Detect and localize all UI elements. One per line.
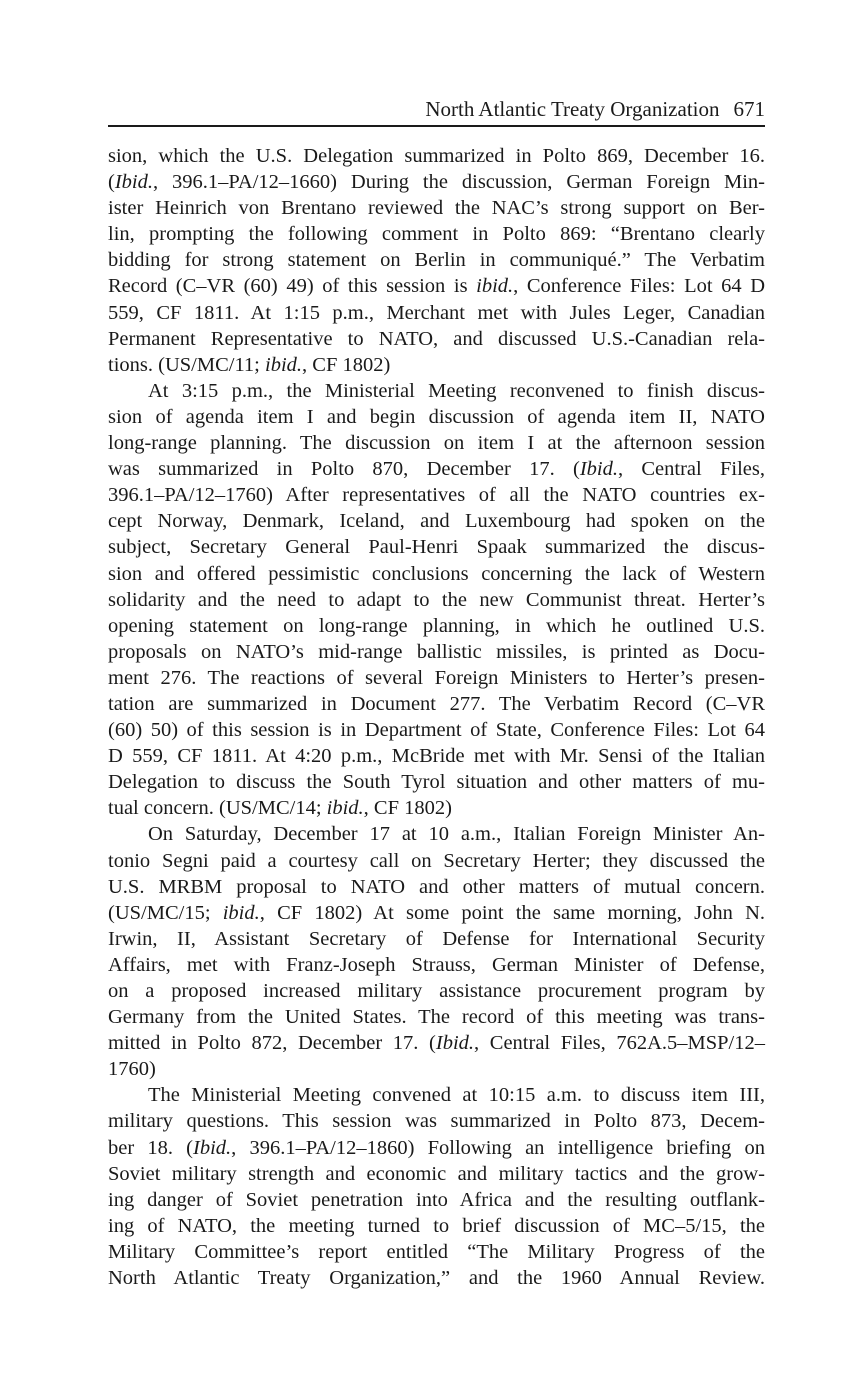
text-run: Delegation to discuss the South Tyrol situation and other matters of mu- — [108, 771, 765, 794]
text-run: long-range planning. The discussion on item I at the afternoon session — [108, 432, 765, 455]
running-head — [108, 96, 765, 127]
text-run: cept Norway, Denmark, Iceland, and Luxembourg had spoken on the — [108, 510, 765, 533]
text-line — [108, 691, 765, 717]
text-line — [108, 561, 765, 587]
text-line — [108, 404, 765, 430]
text-line — [108, 769, 765, 795]
text-run: was summarized in Polto 870, December 17. ( — [108, 458, 580, 481]
text-run: bidding for strong statement on Berlin in communiqué.” The Verbatim — [108, 249, 765, 272]
text-run: North Atlantic Treaty Organization,” and the 1960 Annual Review. — [108, 1267, 765, 1290]
italic-citation: Ibid. — [435, 1032, 475, 1055]
text-run: military questions. This session was summarized in Polto 873, Decem- — [108, 1110, 765, 1133]
text-run: Irwin, II, Assistant Secretary of Defense for International Security — [108, 927, 765, 950]
text-line — [108, 1187, 765, 1213]
text-run: ber 18. ( — [108, 1136, 193, 1159]
text-line — [108, 978, 765, 1004]
body-text — [108, 143, 765, 1291]
text-line — [108, 534, 765, 560]
text-run: Germany from the United States. The record of this meeting was trans- — [108, 1006, 765, 1029]
text-line — [108, 326, 765, 352]
text-run: Permanent Representative to NATO, and discussed U.S.-Canadian rela- — [108, 327, 765, 350]
text-run: lin, prompting the following comment in Polto 869: “Brentano clearly — [108, 223, 765, 246]
text-run: on a proposed increased military assistance procurement program by — [108, 980, 765, 1002]
text-run: Affairs, met with Franz-Joseph Strauss, German Minister of Defense, — [108, 953, 765, 976]
text-run: ister Heinrich von Brentano reviewed the NAC’s strong support on Ber- — [108, 197, 765, 220]
text-line — [108, 482, 765, 508]
text-line — [108, 1030, 765, 1056]
text-run: 396.1–PA/12–1760) After representatives of all the NATO countries ex- — [108, 484, 765, 507]
text-line — [108, 378, 765, 404]
text-run: solidarity and the need to adapt to the new Communist threat. Herter’s — [108, 588, 765, 611]
text-run: mitted in Polto 872, December 17. ( — [108, 1032, 436, 1055]
text-run: (60) 50) of this session is in Department of State, Conference Files: Lot 64 — [108, 719, 765, 742]
italic-citation: ibid. — [476, 275, 514, 298]
text-run: The Ministerial Meeting convened at 10:15 a.m. to discuss item III, — [148, 1084, 765, 1107]
text-line — [108, 1108, 765, 1134]
text-run: tions. (US/MC/11; — [108, 353, 266, 376]
text-line — [108, 795, 765, 821]
text-run: Military Committee’s report entitled “The Military Progress of the — [108, 1240, 765, 1263]
text-run: tation are summarized in Document 277. The Verbatim Record (C–VR — [108, 692, 765, 715]
text-run: sion, which the U.S. Delegation summarized in Polto 869, December 16. — [108, 145, 765, 167]
text-run: U.S. MRBM proposal to NATO and other matters of mutual concern. — [108, 875, 765, 898]
text-line — [108, 300, 765, 326]
text-line — [108, 821, 765, 847]
text-line — [108, 1135, 765, 1161]
text-run: tual concern. (US/MC/14; — [108, 797, 327, 820]
text-run: Soviet military strength and economic and military tactics and the grow- — [108, 1162, 765, 1185]
text-line — [108, 247, 765, 273]
text-line — [108, 952, 765, 978]
text-run: , CF 1802) At some point the same morning, John N. — [259, 901, 765, 924]
text-run: sion of agenda item I and begin discussion of agenda item II, NATO — [108, 405, 765, 428]
text-run: 559, CF 1811. At 1:15 p.m., Merchant met with Jules Leger, Canadian — [108, 301, 765, 324]
text-line — [108, 1004, 765, 1030]
text-line — [108, 848, 765, 874]
italic-citation: Ibid. — [193, 1136, 232, 1159]
text-line — [108, 1213, 765, 1239]
text-line — [108, 508, 765, 534]
italic-citation: Ibid. — [579, 458, 618, 481]
text-run: ment 276. The reactions of several Foreign Ministers to Herter’s presen- — [108, 666, 765, 689]
text-line — [108, 143, 765, 169]
text-line — [108, 665, 765, 691]
text-line — [108, 430, 765, 456]
text-line — [108, 169, 765, 195]
document-page — [108, 96, 765, 1291]
text-line — [108, 352, 765, 378]
text-run: , Conference Files: Lot 64 D — [513, 275, 765, 298]
italic-citation: ibid. — [222, 901, 260, 924]
text-run: subject, Secretary General Paul-Henri Spaak summarized the discus- — [108, 536, 765, 559]
text-run: ing danger of Soviet penetration into Africa and the resulting outflank- — [108, 1188, 765, 1211]
text-line — [108, 1161, 765, 1187]
text-line — [108, 743, 765, 769]
text-run: opening statement on long-range planning, in which he outlined U.S. — [108, 614, 765, 637]
text-line — [108, 273, 765, 299]
text-line — [108, 639, 765, 665]
text-run: At 3:15 p.m., the Ministerial Meeting reconvened to finish discus- — [148, 379, 765, 402]
running-head-title: North Atlantic Treaty Organization — [425, 97, 720, 121]
text-line — [108, 900, 765, 926]
text-line — [108, 717, 765, 743]
text-run: ( — [108, 171, 115, 194]
text-line — [108, 587, 765, 613]
text-line — [108, 1082, 765, 1108]
italic-citation: ibid. — [265, 353, 303, 376]
text-line — [108, 874, 765, 900]
text-line — [108, 1056, 765, 1082]
text-run: , 396.1–PA/12–1660) During the discussion, German Foreign Min- — [152, 171, 765, 194]
text-run: Record (C–VR (60) 49) of this session is — [108, 275, 477, 298]
text-run: proposals on NATO’s mid-range ballistic missiles, is printed as Docu- — [108, 640, 765, 663]
text-line — [108, 613, 765, 639]
text-run: tonio Segni paid a courtesy call on Secretary Herter; they discussed the — [108, 849, 765, 872]
page-number: 671 — [733, 97, 765, 121]
text-run: , CF 1802) — [302, 353, 391, 376]
text-run: (US/MC/15; — [108, 901, 223, 924]
text-run: D 559, CF 1811. At 4:20 p.m., McBride met with Mr. Sensi of the Italian — [108, 745, 765, 768]
text-run: , 396.1–PA/12–1860) Following an intelligence briefing on — [231, 1136, 765, 1159]
text-run: sion and offered pessimistic conclusions concerning the lack of Western — [108, 562, 765, 585]
italic-citation: Ibid. — [114, 171, 153, 194]
text-run: 1760) — [108, 1058, 156, 1081]
italic-citation: ibid. — [326, 797, 364, 820]
text-line — [108, 1239, 765, 1265]
text-run: , Central Files, — [617, 458, 765, 481]
paragraph — [108, 378, 765, 822]
text-line — [108, 926, 765, 952]
text-run: On Saturday, December 17 at 10 a.m., Italian Foreign Minister An- — [148, 823, 765, 846]
text-line — [108, 195, 765, 221]
text-line — [108, 456, 765, 482]
paragraph — [108, 1082, 765, 1291]
text-line — [108, 221, 765, 247]
text-run: ing of NATO, the meeting turned to brief discussion of MC–5/15, the — [108, 1214, 765, 1237]
text-line — [108, 1265, 765, 1291]
paragraph — [108, 821, 765, 1082]
paragraph — [108, 143, 765, 378]
text-run: , Central Files, 762A.5–MSP/12– — [474, 1032, 765, 1055]
text-run: , CF 1802) — [363, 797, 452, 820]
